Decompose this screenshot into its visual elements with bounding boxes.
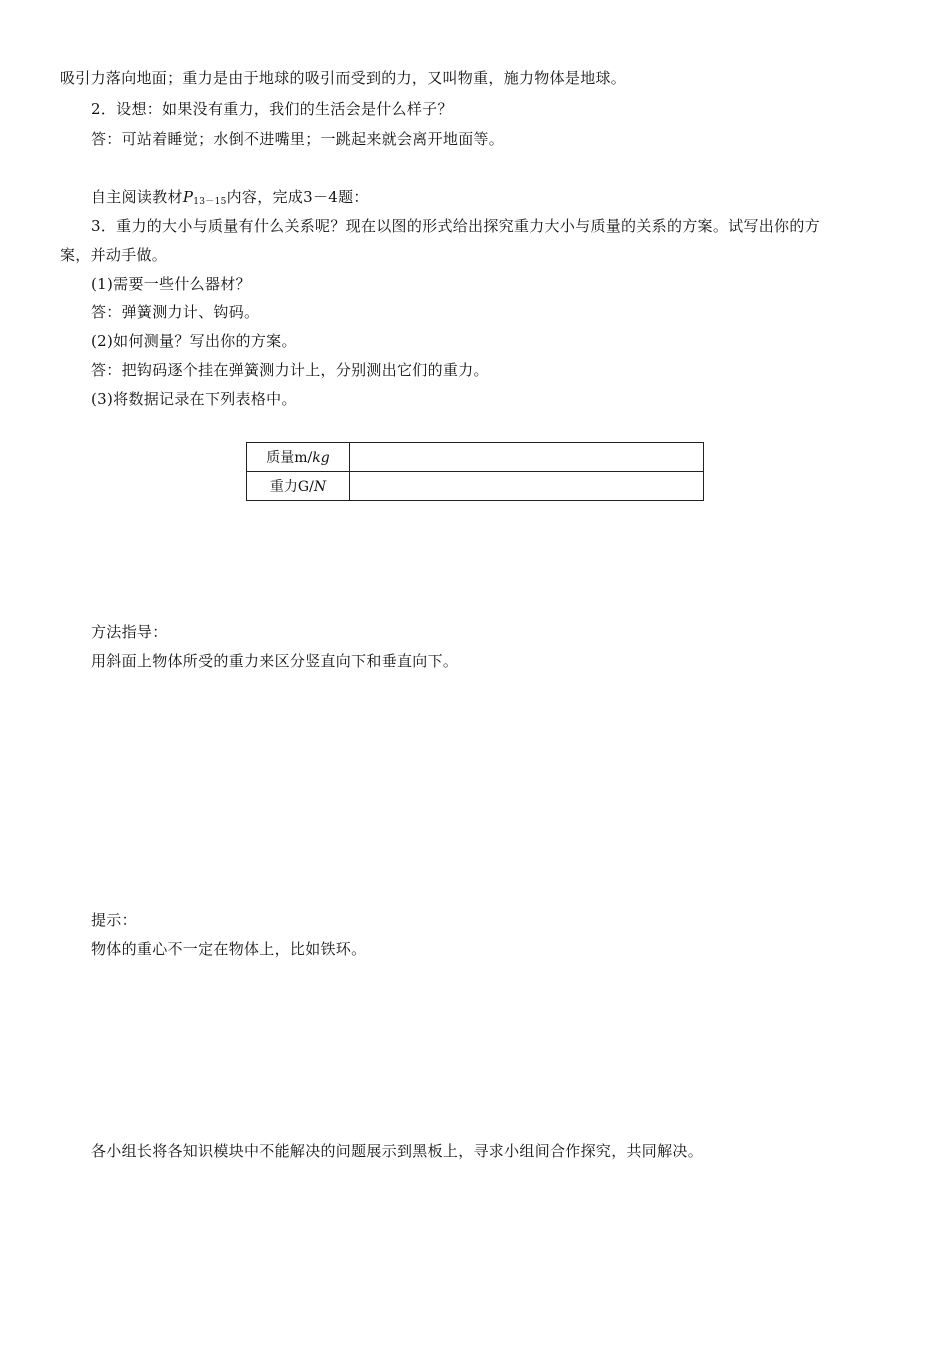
group-instruction: 各小组长将各知识模块中不能解决的问题展示到黑板上，寻求小组间合作探究，共同解决。 xyxy=(91,1142,704,1160)
reading-instruction-suffix: 内容，完成3－4题： xyxy=(226,188,369,206)
page-range: 13－15 xyxy=(193,197,227,207)
data-table xyxy=(246,442,704,501)
mass-value-cell xyxy=(350,443,704,472)
table-row-mass xyxy=(247,443,704,472)
reading-instruction xyxy=(91,187,369,212)
sub-question-1: (1)需要一些什么器材？ xyxy=(91,275,251,293)
question-3-continued: 案，并动手做。 xyxy=(60,246,168,264)
mass-label: 质量m/ xyxy=(266,450,313,466)
sub-question-2: (2)如何测量？写出你的方案。 xyxy=(91,332,297,350)
mass-label-cell xyxy=(247,443,350,472)
method-guide-body: 用斜面上物体所受的重力来区分竖直向下和垂直向下。 xyxy=(91,652,459,670)
hint-title: 提示： xyxy=(91,911,137,929)
gravity-unit: N xyxy=(313,479,327,495)
answer-2: 答：可站着睡觉；水倒不进嘴里；一跳起来就会离开地面等。 xyxy=(91,130,505,148)
sub-answer-2: 答：把钩码逐个挂在弹簧测力计上，分别测出它们的重力。 xyxy=(91,361,489,379)
reading-instruction-prefix: 自主阅读教材 xyxy=(91,188,183,206)
question-2: 2．设想：如果没有重力，我们的生活会是什么样子？ xyxy=(91,100,453,118)
hint-body: 物体的重心不一定在物体上，比如铁环。 xyxy=(91,940,367,958)
sub-question-3: (3)将数据记录在下列表格中。 xyxy=(91,390,297,408)
question-3: 3．重力的大小与质量有什么关系呢？现在以图的形式给出探究重力大小与质量的关系的方案。试写出你的方 xyxy=(91,217,820,235)
gravity-label-cell xyxy=(247,472,350,501)
sub-answer-1: 答：弹簧测力计、钩码。 xyxy=(91,303,260,321)
gravity-value-cell xyxy=(350,472,704,501)
page-symbol: P xyxy=(182,188,194,206)
mass-unit: kg xyxy=(312,450,330,466)
text-line-1: 吸引力落向地面；重力是由于地球的吸引而受到的力，又叫物重，施力物体是地球。 xyxy=(60,69,627,87)
method-guide-title: 方法指导： xyxy=(91,623,168,641)
gravity-label: 重力G/ xyxy=(269,479,314,495)
table-row-gravity xyxy=(247,472,704,501)
